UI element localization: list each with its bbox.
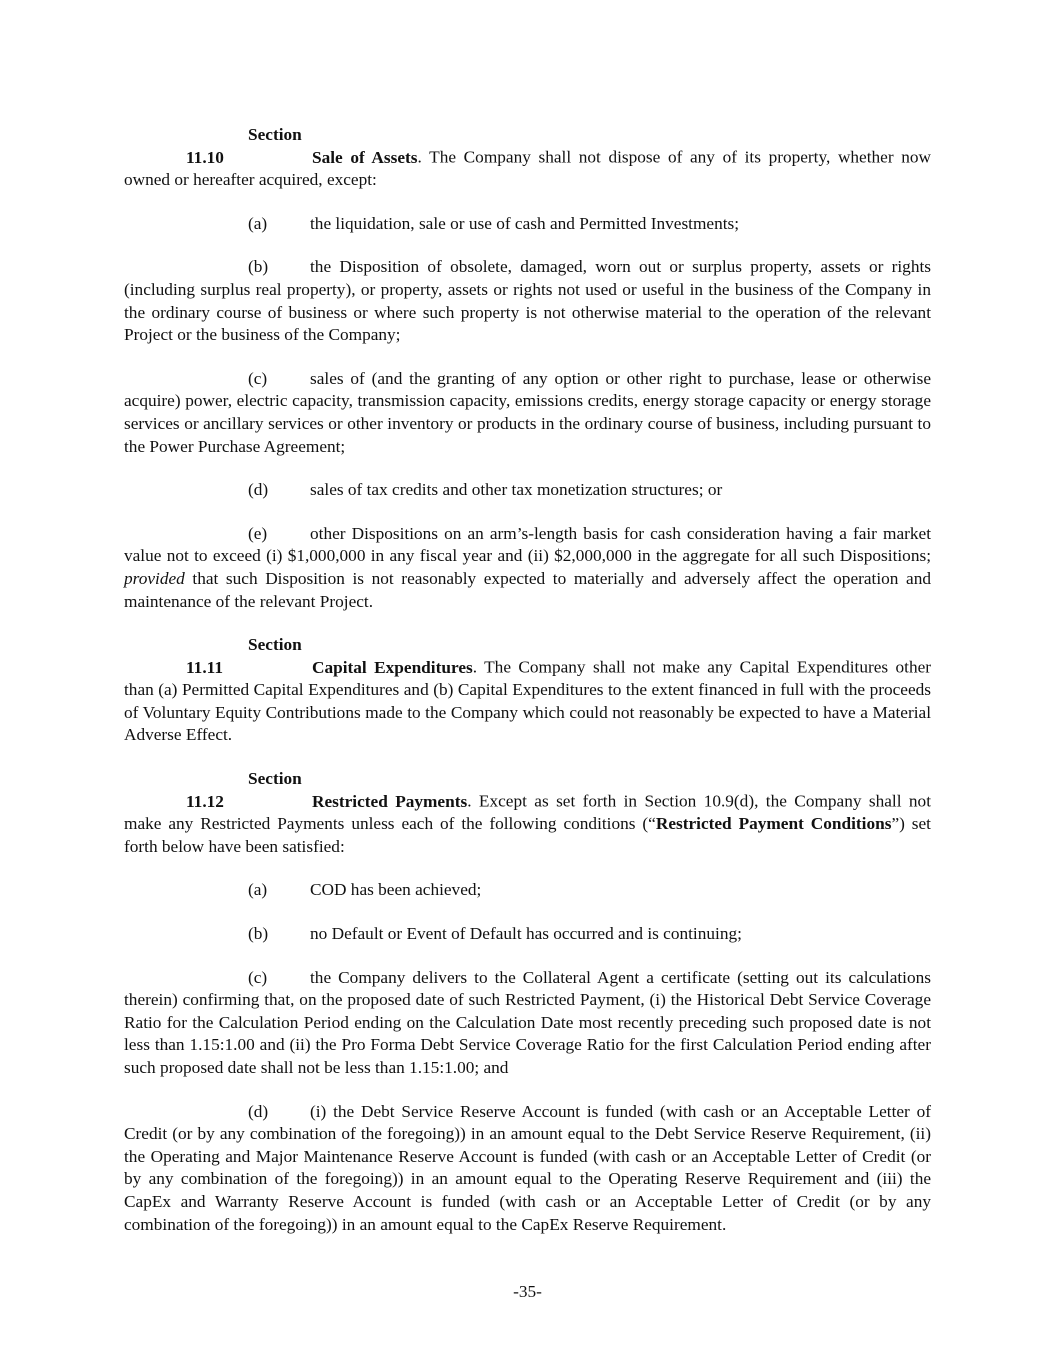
section-11-12-intro: Section 11.12 Restricted Payments. Except as set forth in Section 10.9(d), the Company shall not make any Restricted Payments unless each of the following conditions (“Restricted Payment Conditions”) set forth below have been satisfied: [124,769,931,856]
condition-d: (d) (i) the Debt Service Reserve Account is funded (with cash or an Acceptable Letter of Credit (or by any combination of the foregoing)) in an amount equal to the Debt Service Reserve Requirement, (ii) the Operating and Major Maintenance Reserve Account is funded (with cash or an Acceptable Letter of Credit (or by any combination of the foregoing)) in an amount equal to the Operating Reserve Requirement and (iii) the CapEx and Warranty Reserve Account is funded (with cash or an Acceptable Letter of Credit (or by any combination of the foregoing)) in an amount equal to the CapEx Reserve Requirement. [124,1101,931,1234]
section-11-10-intro: Section 11.10 Sale of Assets. The Company shall not dispose of any of its property, whether now owned or hereafter acquired, except: [124,125,931,190]
document-page [124,124,931,1257]
section-heading: Section 11.10 Sale of Assets [186,125,418,167]
condition-a: (a) COD has been achieved; [248,880,482,900]
clause-b: (b) the Disposition of obsolete, damaged, worn out or surplus property, assets or rights (including surplus real property), or property, assets or rights not used or useful in the business of the Company in the ordinary course of business or where such property is not otherwise material to the operation of the relevant Project or the business of the Company; [124,257,931,345]
condition-b: (b) no Default or Event of Default has occurred and is continuing; [248,924,742,944]
section-heading: Section 11.11 Capital Expenditures [186,635,473,677]
page-number: -35- [513,1282,542,1301]
condition-c: (c) the Company delivers to the Collateral Agent a certificate (setting out its calculations therein) confirming that, on the proposed date of such Restricted Payment, (i) the Historical Debt Service Coverage Ratio for the Calculation Period ending on the Calculation Date most recently preceding such proposed date is not less than 1.15:1.00 and (ii) the Pro Forma Debt Service Coverage Ratio for the first Calculation Period ending after such proposed date shall not be less than 1.15:1.00; and [124,967,931,1077]
clause-a: (a) the liquidation, sale or use of cash and Permitted Investments; [248,213,740,233]
section-heading: Section 11.12 Restricted Payments [186,769,468,811]
section-11-11: Section 11.11 Capital Expenditures. The Company shall not make any Capital Expenditures other than (a) Permitted Capital Expenditures and (b) Capital Expenditures to the extent financed in full with the proceeds of Voluntary Equity Contributions made to the Company which could not reasonably be expected to have a Material Adverse Effect. [124,635,932,745]
clause-e: (e) other Dispositions on an arm’s-length basis for cash consideration having a fair market value not to exceed (i) $1,000,000 in any fiscal year and (ii) $2,000,000 in the aggregate for all such Dispositions; provided that such Disposition is not reasonably expected to materially and adversely affect the operation and maintenance of the relevant Project. [124,523,931,611]
clause-d: (d) sales of tax credits and other tax monetization structures; or [248,480,723,500]
clause-c: (c) sales of (and the granting of any option or other right to purchase, lease or otherwise acquire) power, electric capacity, transmission capacity, emissions credits, energy storage capacity or energy storage services or ancillary services or other inventory or products in the ordinary course of business, including pursuant to the Power Purchase Agreement; [124,368,931,456]
